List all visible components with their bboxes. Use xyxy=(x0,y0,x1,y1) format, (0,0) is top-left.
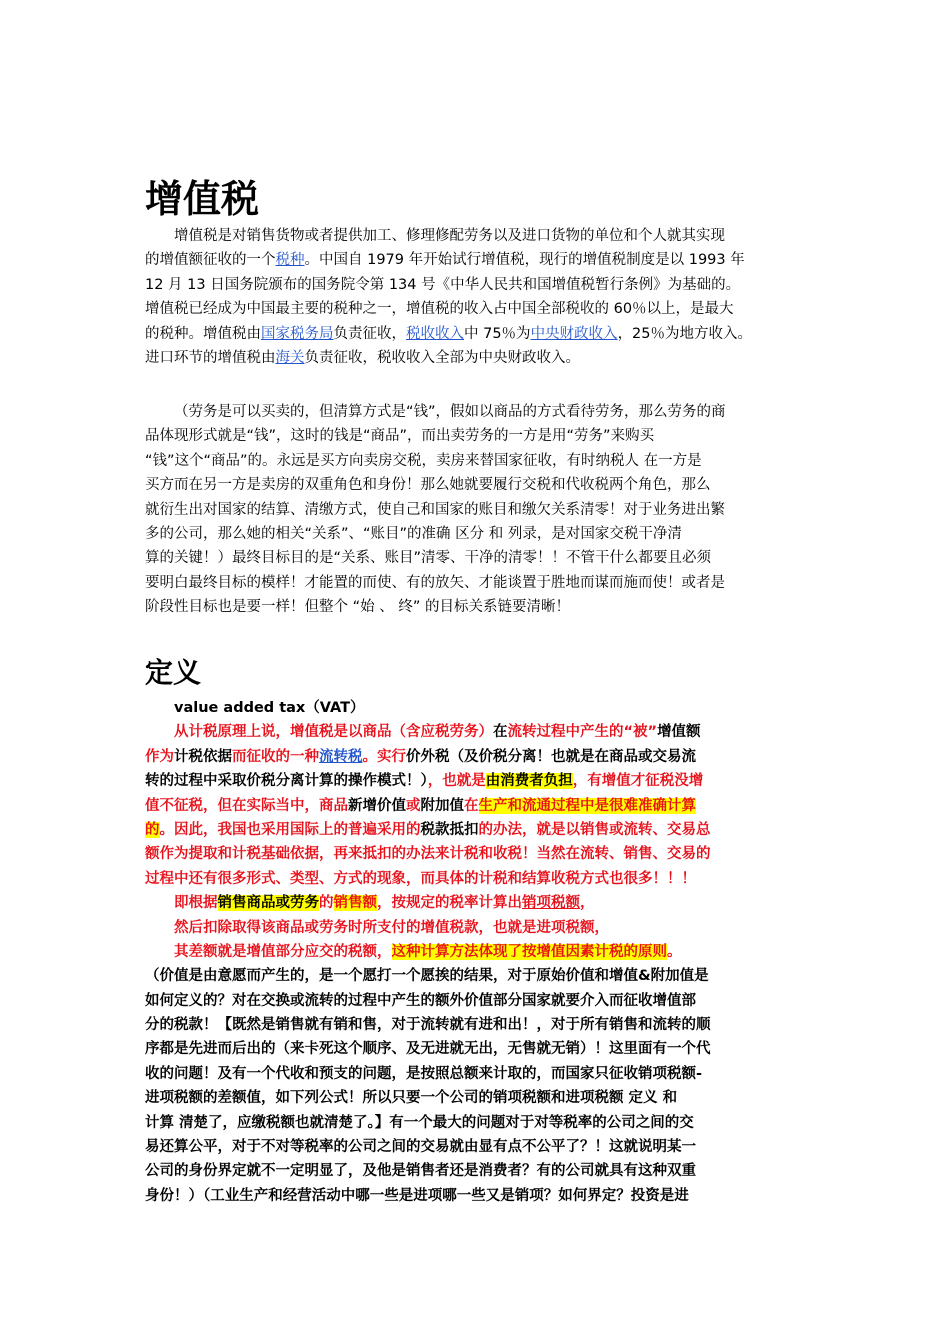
text: 的 xyxy=(319,895,334,912)
link-shuizhong[interactable]: 税种 xyxy=(275,252,305,269)
text: 或 xyxy=(406,797,421,814)
text: 的税种。增值税由 xyxy=(145,325,261,342)
text: 增值税是对销售货物或者提供加工、修理修配劳务以及进口货物的单位和个人就其实现 xyxy=(174,228,725,244)
note-line: 买方而在另一方是卖房的双重角色和身份！那么她就要履行交税和代收税两个角色，那么 xyxy=(145,477,711,494)
link-liuzhuanshui[interactable]: 流转税 xyxy=(319,748,363,765)
text: ，也就是 xyxy=(427,773,486,790)
text: 商品 xyxy=(319,797,348,814)
text: 计税依据 xyxy=(174,748,232,765)
highlight-text: 销售商品或劳务 xyxy=(217,895,319,912)
def-line xyxy=(145,940,810,964)
def-line xyxy=(145,891,810,915)
def-line xyxy=(145,818,810,842)
def-line xyxy=(145,769,810,793)
note-line: 多的公司，那么她的相关“关系”、“账目”的准确 区分 和 列录，是对国家交税干净清 xyxy=(145,525,682,542)
highlight-text: 生产和流通过程中是很难准确计算 xyxy=(478,797,696,814)
vat-line: value added tax（VAT） xyxy=(174,700,365,716)
note-line: 就衍生出对国家的结算、清缴方式，使自己和国家的账目和缴欠关系清零！对于业务进出繁 xyxy=(145,501,725,518)
text: 在 xyxy=(464,797,479,814)
highlight-text: 由消费者负担 xyxy=(485,773,573,790)
def-line: （价值是由意愿而产生的，是一个愿打一个愿挨的结果，对于原始价值和增值&附加值是 xyxy=(145,968,709,985)
link-zhongyang[interactable]: 中央财政收入 xyxy=(530,325,618,342)
text: 的办法，就是以销售或流转、交易总 xyxy=(478,821,711,838)
def-line xyxy=(145,720,810,744)
text: 作为 xyxy=(145,748,174,765)
text: 负责征收，税收收入全部为中央财政收入。 xyxy=(304,349,580,366)
def-line: 如何定义的？对在交换或流转的过程中产生的额外价值部分国家就要介入而征收增值部 xyxy=(145,992,696,1009)
def-line: 身份！）（工业生产和经营活动中哪一些是进项哪一些又是销项？如何界定？投资是进 xyxy=(145,1187,689,1204)
highlight-text: 这种计算方法体现了按增值因素计税的原则 xyxy=(391,943,667,960)
text: 12 月 13 日国务院颁布的国务院令第 134 号《中华人民共和国增值税暂行条例》为基础的。 xyxy=(145,276,741,293)
intro-line xyxy=(145,273,810,297)
text: 值不征税，但在实际当中， xyxy=(145,797,319,814)
text: 在 xyxy=(493,724,508,741)
text: 。中国自 1979 年开始试行增值税，现行的增值税制度是以 1993 年 xyxy=(304,252,745,269)
text: 。 xyxy=(667,943,682,960)
text: ，有增值才征税没增 xyxy=(572,773,704,790)
note-line: “钱”这个“商品”的。永远是买方向卖房交税，卖房来替国家征收，有时纳税人 在一方是 xyxy=(145,452,702,469)
def-line: 公司的身份界定就不一定明显了，及他是销售者还是消费者？有的公司就具有这种双重 xyxy=(145,1163,696,1180)
text: 增值额 xyxy=(657,724,701,741)
highlight-text: 的 xyxy=(145,821,160,838)
def-line: 过程中还有很多形式、类型、方式的现象，而具体的计税和结算收税方式也很多！！！ xyxy=(145,870,696,887)
text: 转的过程中采取价税分离计算的操作模式！） xyxy=(145,773,428,790)
page-title: 增值税 xyxy=(145,177,260,221)
text: 税款抵扣 xyxy=(420,821,479,838)
intro-line xyxy=(145,248,810,272)
note-line: 品体现形式就是“钱”，这时的钱是“商品”，而出卖劳务的一方是用“劳务”来购买 xyxy=(145,428,655,445)
intro-line xyxy=(145,224,810,248)
note-line: 阶段性目标也是要一样！但整个 “始 、 终” 的目标关系链要清晰！ xyxy=(145,599,570,616)
text: 进口环节的增值税由 xyxy=(145,349,276,366)
def-line: 进项税额的差额值，如下列公式！所以只要一个公司的销项税额和进项税额 定义 和 xyxy=(145,1090,678,1107)
text: 。实行 xyxy=(362,748,406,765)
text: 从计税原理上说，增值税是以商品（含应税劳务） xyxy=(174,724,493,741)
note-paragraph xyxy=(145,400,810,620)
text: 增值税已经成为中国最主要的税种之一，增值税的收入占中国全部税收的 60％以上，是最大 xyxy=(145,301,734,318)
intro-paragraph xyxy=(145,224,810,370)
def-line: 分的税款！【既然是销售就有销和售，对于流转就有进和出！，对于所有销售和流转的顺 xyxy=(145,1017,711,1034)
link-guoshui[interactable]: 国家税务局 xyxy=(261,325,334,342)
text: 中 75％为 xyxy=(464,325,531,342)
text: ，25％为地方收入。 xyxy=(617,325,753,342)
def-line: 然后扣除取得该商品或劳务时所支付的增值税款，也就是进项税额， xyxy=(174,919,609,936)
note-line: （劳务是可以买卖的，但清算方式是“钱”，假如以商品的方式看待劳务，那么劳务的商 xyxy=(174,404,726,420)
def-line: 计算 清楚了，应缴税额也就清楚了。】有一个最大的问题对于对等税率的公司之间的交 xyxy=(145,1114,694,1131)
note-line: 算的关键！）最终目标目的是“关系、账目”清零、干净的清零！！不管干什么都要且必须 xyxy=(145,550,712,567)
intro-line xyxy=(145,346,810,370)
intro-line xyxy=(145,322,810,346)
text: 价外税（及价税分离！也就是在商品或交易流 xyxy=(406,748,696,765)
text: 附加值 xyxy=(420,797,464,814)
def-line: 易还算公平，对于不对等税率的公司之间的交易就由显有点不公平了？！这就说明某一 xyxy=(145,1139,696,1156)
def-line xyxy=(145,745,810,769)
text: 产生的“被” xyxy=(580,724,658,741)
def-line: 收的问题！及有一个代收和预支的问题，是按照总额来计取的，而国家只征收销项税额- xyxy=(145,1065,703,1082)
text: ，按规定的税率计算出 xyxy=(377,895,522,912)
link-shuishou[interactable]: 税收收入 xyxy=(406,325,464,342)
definition-body xyxy=(145,696,810,1208)
text: 即根据 xyxy=(174,895,218,912)
highlight-text: 销售额 xyxy=(333,895,377,912)
section-heading-definition: 定义 xyxy=(145,656,202,689)
text: 流转过程中 xyxy=(507,724,580,741)
text: 而征收的一种 xyxy=(232,748,319,765)
text: 负责征收， xyxy=(333,325,406,342)
text: 的增值额征收的一个 xyxy=(145,252,276,269)
note-line: 要明白最终目标的模样！才能置的而使、有的放矢、才能谈置于胜地而谋而施而使！或者是 xyxy=(145,574,725,591)
def-line xyxy=(145,794,810,818)
def-line: 序都是先进而后出的（来卡死这个顺序、及无进就无出，无售就无销）！这里面有一个代 xyxy=(145,1041,711,1058)
text: 其差额就是增值部分应交的税额， xyxy=(174,943,392,960)
text: ， xyxy=(580,895,595,912)
intro-line xyxy=(145,297,810,321)
link-haiguan[interactable]: 海关 xyxy=(275,349,305,366)
def-line: 额作为提取和计税基础依据，再来抵扣的办法来计税和收税！当然在流转、销售、交易的 xyxy=(145,846,711,863)
text: 新增价值 xyxy=(348,797,406,814)
text: 。因此，我国也采用国际上的普遍采用的 xyxy=(159,821,421,838)
text: 销项税额 xyxy=(522,895,580,912)
